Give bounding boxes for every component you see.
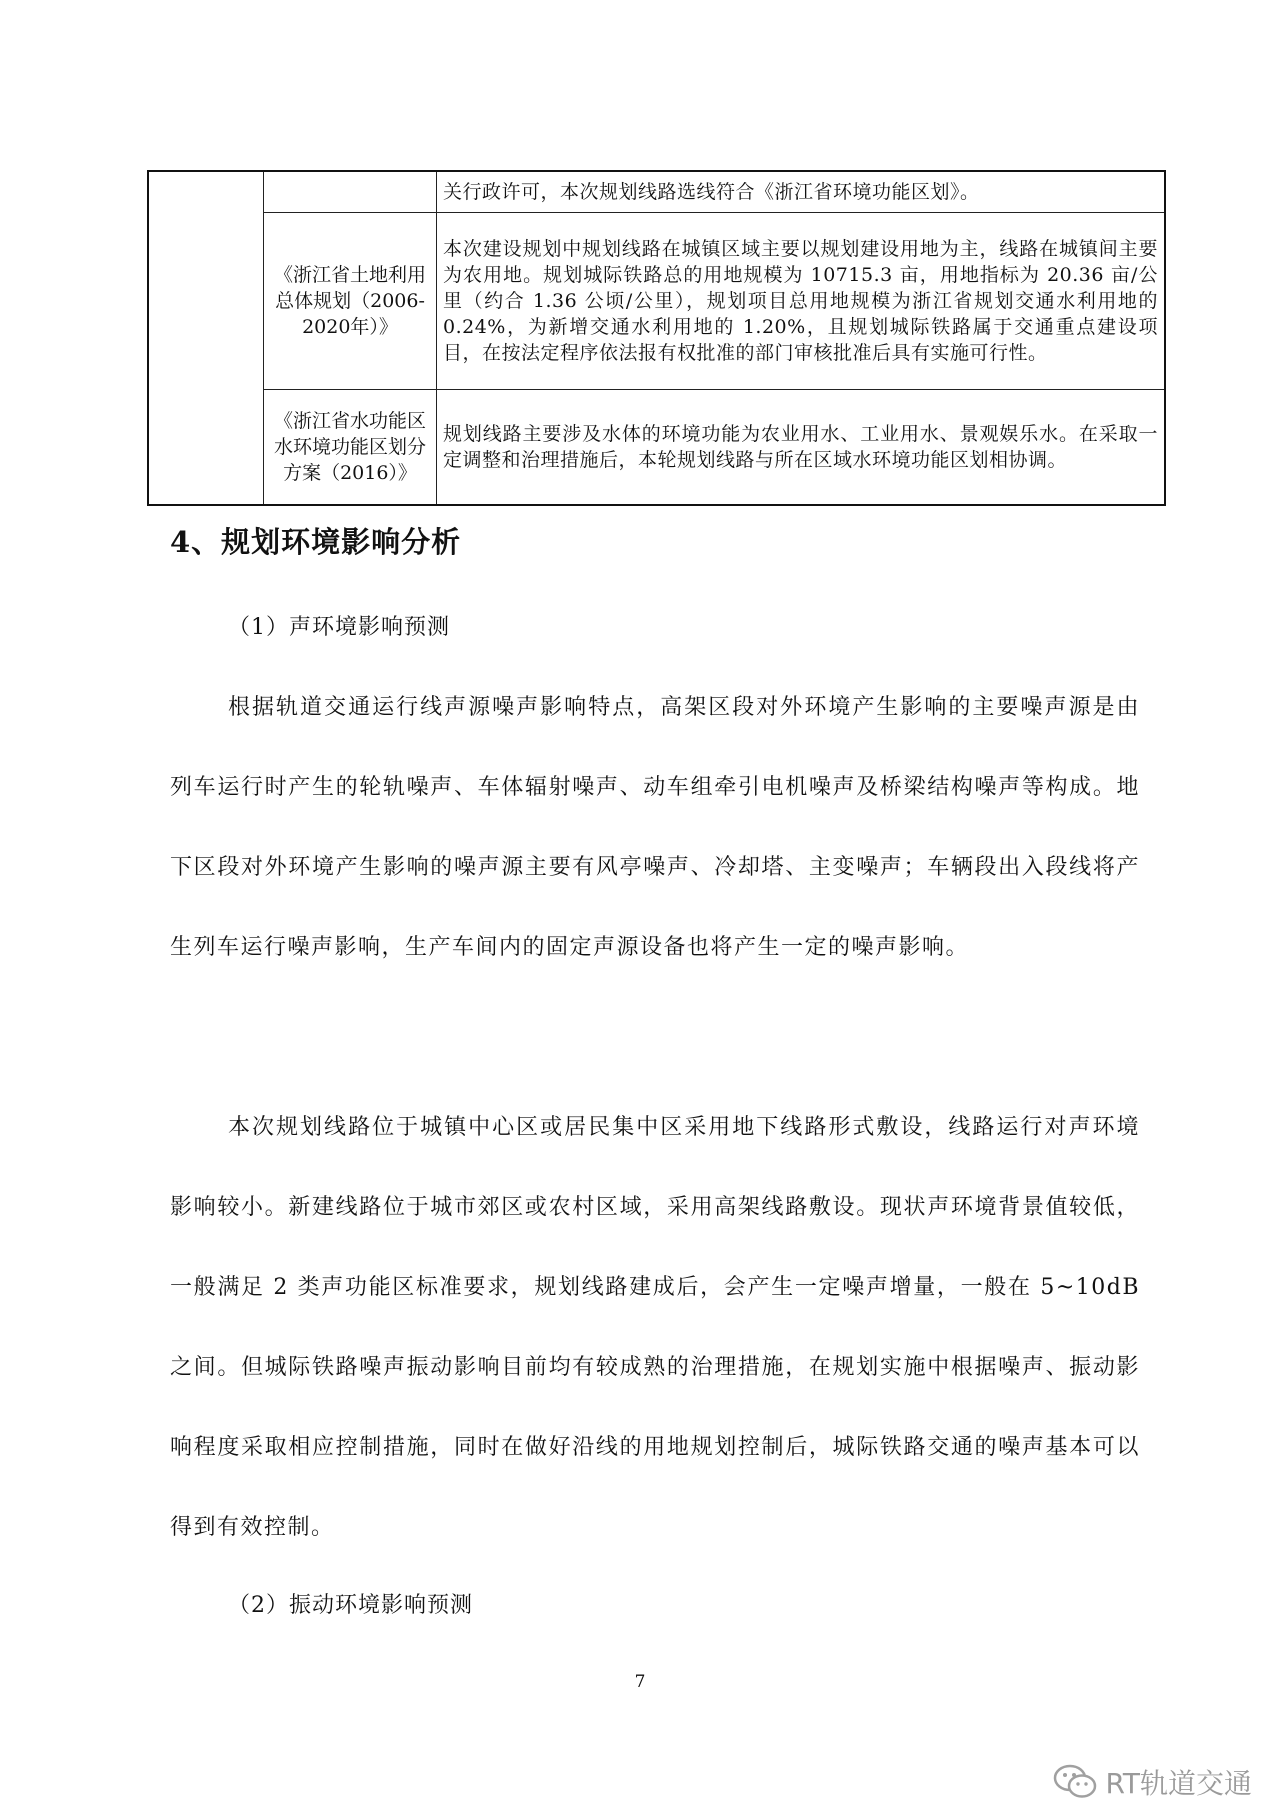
subsection-title-noise: （1）声环境影响预测 — [228, 615, 450, 640]
table-merged-category-cell — [148, 171, 264, 505]
table-row — [148, 390, 1165, 506]
subsection-title-vibration: （2）振动环境影响预测 — [228, 1593, 473, 1618]
table-row — [148, 171, 1165, 213]
wechat-icon — [1053, 1764, 1097, 1800]
table-cell-plan-name: 《浙江省水功能区水环境功能区划分方案（2016）》 — [264, 390, 437, 506]
paragraph-noise-impact: 本次规划线路位于城镇中心区或居民集中区采用地下线路形式敷设，线路运行对声环境影响较小。新建线路位于城市郊区或农村区域，采用高架线路敷设。现状声环境背景值较低，一般满足 2 类声功能区标准要求，规划线路建成后，会产生一定噪声增量，一般在 5~10dB 之间。但城际铁路噪声振动影响目前均有较成熟的治理措施，在规划实施中根据噪声、振动影响程度采取相应控制措施，同时在做好沿线的用地规划控制后，城际铁路交通的噪声基本可以得到有效控制。 — [170, 1115, 1140, 1540]
table-cell-analysis: 本次建设规划中规划线路在城镇区域主要以规划建设用地为主，线路在城镇间主要为农用地。规划城际铁路总的用地规模为 10715.3 亩，用地指标为 20.36 亩/公里（约合 1.36 公顷/公里），规划项目总用地规模为浙江省规划交通水利用地的 0.24%，为新增交通水利用地的 1.20%，且规划城际铁路属于交通重点建设项目，在按法定程序依法报有权批准的部门审核批准后具有实施可行性。 — [437, 213, 1166, 390]
table-cell-analysis: 关行政许可，本次规划线路选线符合《浙江省环境功能区划》。 — [437, 171, 1166, 213]
watermark — [1053, 1762, 1252, 1802]
section-heading: 4、规划环境影响分析 — [170, 525, 462, 559]
table-cell-analysis: 规划线路主要涉及水体的环境功能为农业用水、工业用水、景观娱乐水。在采取一定调整和治理措施后，本轮规划线路与所在区域水环境功能区划相协调。 — [437, 390, 1166, 506]
table-cell-plan-name — [264, 171, 437, 213]
plan-compliance-table — [147, 170, 1166, 506]
page-number: 7 — [634, 1672, 646, 1692]
table-row — [148, 213, 1165, 390]
watermark-label: RT轨道交通 — [1105, 1767, 1252, 1800]
table-cell-plan-name: 《浙江省土地利用总体规划（2006-2020年）》 — [264, 213, 437, 390]
paragraph-noise-sources: 根据轨道交通运行线声源噪声影响特点，高架区段对外环境产生影响的主要噪声源是由列车运行时产生的轮轨噪声、车体辐射噪声、动车组牵引电机噪声及桥梁结构噪声等构成。地下区段对外环境产生影响的噪声源主要有风亭噪声、冷却塔、主变噪声；车辆段出入段线将产生列车运行噪声影响，生产车间内的固定声源设备也将产生一定的噪声影响。 — [170, 695, 1140, 960]
